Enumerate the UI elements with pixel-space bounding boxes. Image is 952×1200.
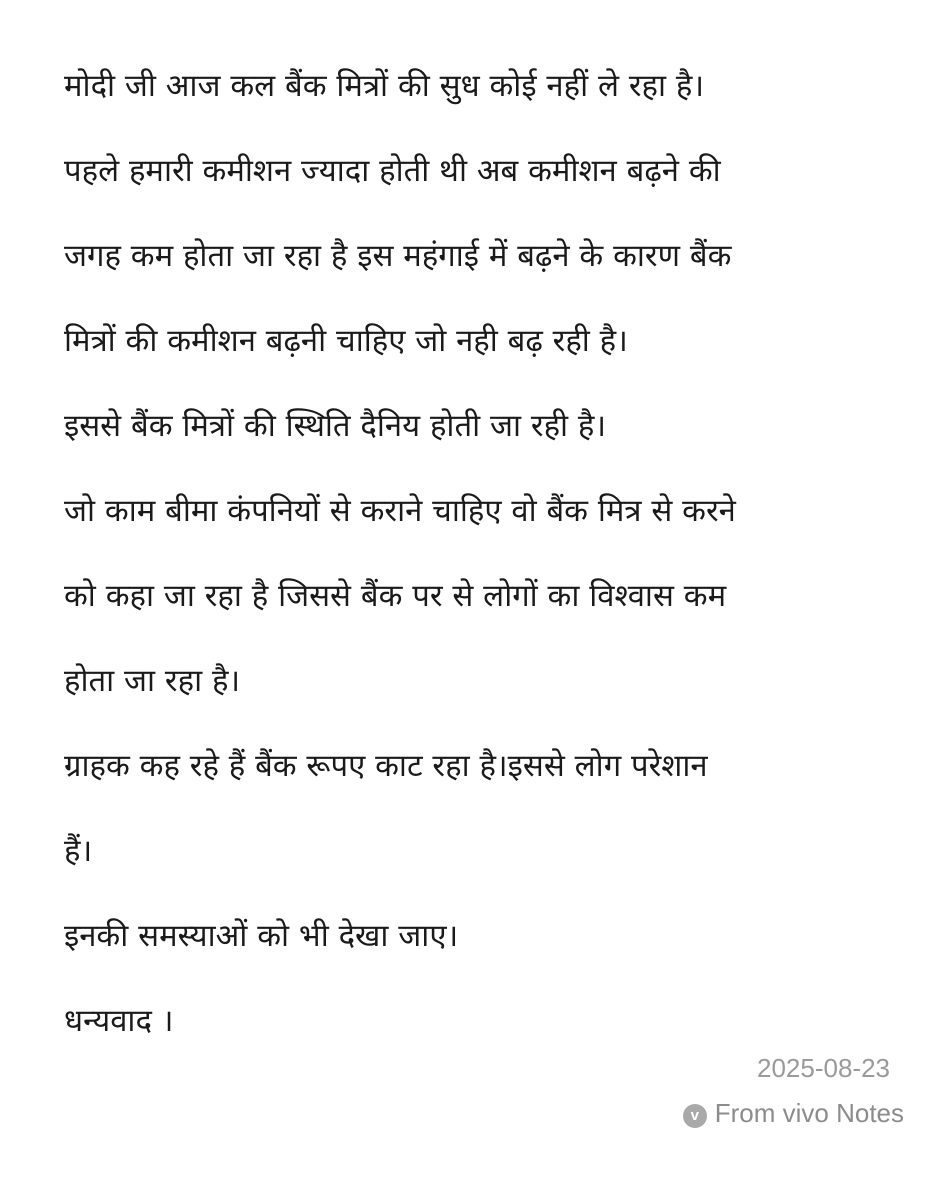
note-line: होता जा रहा है।: [64, 663, 241, 699]
source-label: From vivo Notes: [714, 1098, 904, 1128]
note-line: मोदी जी आज कल बैंक मित्रों की सुध कोई नहीं ले रहा है।: [64, 68, 705, 104]
note-line: इनकी समस्याओं को भी देखा जाए।: [64, 918, 459, 954]
note-line: हैं।: [64, 833, 93, 869]
note-line: ग्राहक कह रहे हैं बैंक रूपए काट रहा है।इससे लोग परेशान: [64, 748, 708, 784]
source-attribution: [683, 1098, 904, 1129]
vivo-logo-icon: v: [683, 1104, 707, 1128]
note-line: जगह कम होता जा रहा है इस महंगाई में बढ़ने के कारण बैंक: [64, 238, 732, 274]
note-line: पहले हमारी कमीशन ज्यादा होती थी अब कमीशन बढ़ने की: [64, 153, 721, 189]
note-line: इससे बैंक मित्रों की स्थिति दैनिय होती जा रही है।: [64, 408, 607, 444]
note-line: जो काम बीमा कंपनियों से कराने चाहिए वो बैंक मित्र से करने: [64, 493, 736, 529]
note-date: 2025-08-23: [757, 1053, 890, 1083]
note-line: को कहा जा रहा है जिससे बैंक पर से लोगों का विश्वास कम: [64, 578, 727, 614]
note-body: [64, 44, 894, 1064]
note-line: मित्रों की कमीशन बढ़नी चाहिए जो नही बढ़ रही है।: [64, 323, 628, 359]
note-line: धन्यवाद ।: [64, 1003, 174, 1039]
